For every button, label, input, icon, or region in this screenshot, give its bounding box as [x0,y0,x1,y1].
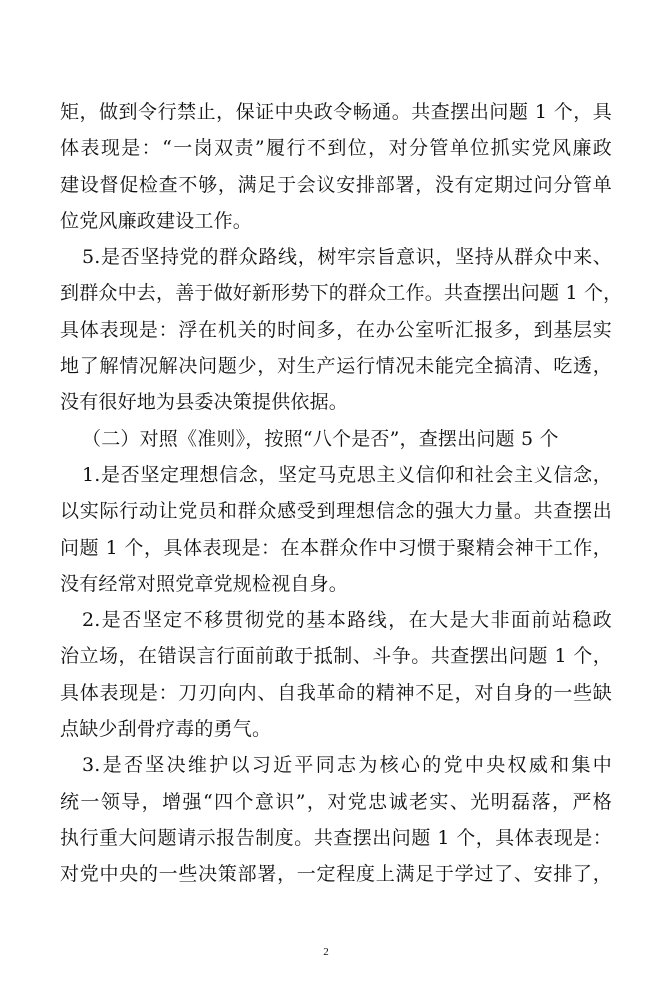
section-heading: （二）对照《准则》，按照“八个是否”，查摆出问题 5 个 [82,427,559,450]
text-line: 执行重大问题请示报告制度。共查摆出问题 1 个，具体表现是： [60,826,612,849]
text-line: 具体表现是：浮在机关的时间多，在办公室听汇报多，到基层实 [60,318,612,341]
text-line: 具体表现是：刀刃向内、自我革命的精神不足，对自身的一些缺 [60,681,612,704]
text-line: 到群众中去，善于做好新形势下的群众工作。共查摆出问题 1 个， [60,282,623,305]
text-line: 对党中央的一些决策部署，一定程度上满足于学过了、安排了， [60,863,612,886]
text-line: 问题 1 个，具体表现是：在本群众作中习惯于聚精会神干工作， [60,536,612,559]
page-number: 2 [323,946,329,958]
text-line: 体表现是：“一岗双责”履行不到位，对分管单位抓实党风廉政 [60,137,612,160]
paragraph-first-line: 5.是否坚持党的群众路线，树牢宗旨意识，坚持从群众中来、 [82,246,612,269]
text-line: 以实际行动让党员和群众感受到理想信念的强大力量。共查摆出 [60,500,612,523]
text-line: 没有经常对照党章党规检视自身。 [60,572,349,595]
paragraph-first-line: 3.是否坚决维护以习近平同志为核心的党中央权威和集中 [82,754,612,777]
text-line: 治立场，在错误言行面前敢于抵制、斗争。共查摆出问题 1 个， [60,645,612,668]
paragraph-first-line: 1.是否坚定理想信念，坚定马克思主义信仰和社会主义信念， [82,463,612,486]
text-line: 没有很好地为县委决策提供依据。 [60,391,349,414]
text-line: 地了解情况解决问题少，对生产运行情况未能完全搞清、吃透， [60,355,612,378]
text-line: 建设督促检查不够，满足于会议安排部署，没有定期过问分管单 [60,173,612,196]
text-line: 位党风廉政建设工作。 [60,209,253,232]
text-line: 统一领导，增强“四个意识”，对党忠诚老实、光明磊落，严格 [60,790,612,813]
paragraph-first-line: 2.是否坚定不移贯彻党的基本路线，在大是大非面前站稳政 [82,609,612,632]
text-line: 点缺少刮骨疗毒的勇气。 [60,718,272,741]
document-body [60,94,623,893]
text-line: 矩，做到令行禁止，保证中央政令畅通。共查摆出问题 1 个，具 [60,101,612,123]
